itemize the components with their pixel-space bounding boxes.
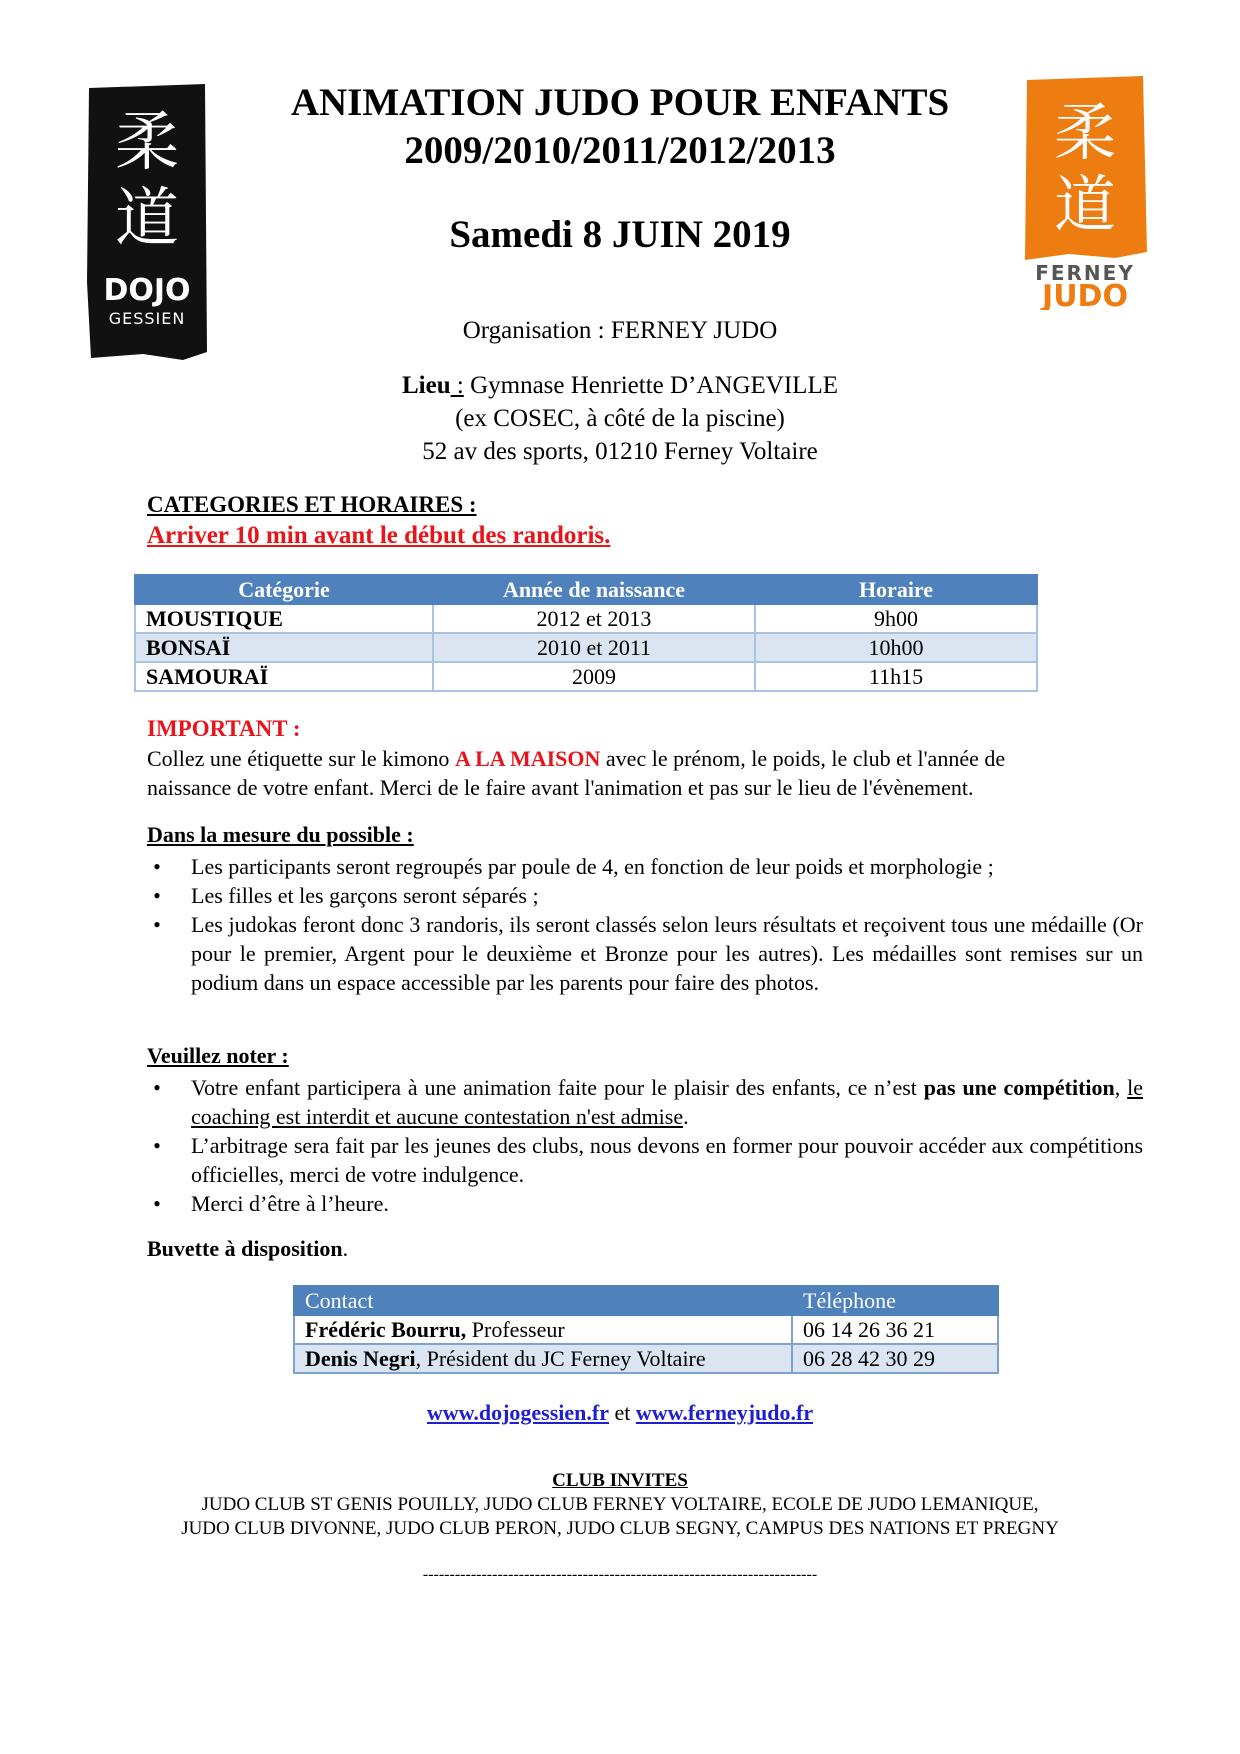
logo-judo-text: JUDO bbox=[1042, 279, 1128, 310]
column-header: Téléphone bbox=[792, 1286, 998, 1315]
categories-table bbox=[134, 574, 1038, 692]
logo-kanji-1: 柔 bbox=[115, 106, 179, 180]
bullet-icon: • bbox=[153, 1191, 161, 1216]
list-item-text: Les filles et les garçons seront séparés ; bbox=[191, 883, 539, 908]
important-emphasis: A LA MAISON bbox=[454, 746, 601, 771]
list-item bbox=[147, 852, 1143, 881]
links-separator: et bbox=[609, 1400, 636, 1425]
refreshments-note bbox=[147, 1236, 348, 1262]
column-header: Contact bbox=[294, 1286, 792, 1315]
column-header: Catégorie bbox=[135, 575, 433, 604]
logo-kanji-1: 柔 bbox=[1053, 96, 1117, 169]
possible-heading: Dans la mesure du possible : bbox=[147, 822, 414, 847]
category-cell: SAMOURAÏ bbox=[135, 662, 433, 691]
venue-name: Gymnase Henriette D’ANGEVILLE bbox=[463, 372, 838, 399]
event-date: Samedi 8 JUIN 2019 bbox=[449, 213, 791, 256]
invited-clubs-line-1: JUDO CLUB ST GENIS POUILLY, JUDO CLUB FERNEY VOLTAIRE, ECOLE DE JUDO LEMANIQUE, bbox=[201, 1494, 1039, 1515]
table-row bbox=[294, 1344, 998, 1373]
venue-sep: : bbox=[450, 372, 464, 399]
important-text-2: avec le prénom, le poids, le club et l'année de bbox=[600, 746, 1006, 771]
bullet-icon: • bbox=[153, 1075, 161, 1100]
dashed-divider: -------------------------------------------------------------------------- bbox=[422, 1566, 818, 1583]
important-heading: IMPORTANT : bbox=[147, 716, 301, 741]
table-row bbox=[294, 1315, 998, 1344]
notes-heading: Veuillez noter : bbox=[147, 1043, 289, 1068]
bullet-icon: • bbox=[153, 854, 161, 879]
list-item-text: Merci d’être à l’heure. bbox=[191, 1191, 389, 1216]
phone-cell: 06 14 26 36 21 bbox=[792, 1315, 998, 1344]
logo-ferney-text: FERNEY bbox=[1035, 261, 1135, 285]
venue-line-2: (ex COSEC, à côté de la piscine) bbox=[455, 405, 785, 432]
organisation: Organisation : FERNEY JUDO bbox=[462, 317, 778, 344]
arrival-text: Arriver 10 min avant le début des randoris bbox=[147, 522, 605, 549]
note-text-1a: Votre enfant participera à une animation faite pour le plaisir des enfants, ce n’est bbox=[191, 1075, 924, 1100]
list-item bbox=[147, 1073, 1143, 1131]
important-line-2: naissance de votre enfant. Merci de le faire avant l'animation et pas sur le lieu de l'évènement. bbox=[147, 775, 974, 800]
contact-name: Denis Negri bbox=[305, 1345, 416, 1371]
refreshments-end: . bbox=[342, 1236, 349, 1261]
category-cell: MOUSTIQUE bbox=[135, 604, 433, 633]
ferney-judo-link[interactable]: www.ferneyjudo.fr bbox=[635, 1400, 814, 1425]
categories-heading: CATEGORIES ET HORAIRES : bbox=[147, 492, 477, 517]
bullet-icon: • bbox=[153, 883, 161, 908]
contact-name: Frédéric Bourru, bbox=[305, 1316, 467, 1342]
birth-year-cell: 2010 et 2011 bbox=[433, 633, 755, 662]
venue-label: Lieu bbox=[401, 372, 451, 399]
contact-cell bbox=[294, 1315, 792, 1344]
contact-table bbox=[293, 1285, 999, 1374]
refreshments-text: Buvette à disposition bbox=[147, 1236, 343, 1261]
time-cell: 10h00 bbox=[755, 633, 1037, 662]
column-header: Horaire bbox=[755, 575, 1037, 604]
logo-kanji-2: 道 bbox=[115, 182, 179, 256]
note-text-1c: , bbox=[1114, 1075, 1128, 1100]
contact-cell bbox=[294, 1344, 792, 1373]
possible-list bbox=[147, 852, 1143, 997]
important-text bbox=[147, 744, 1147, 802]
website-links bbox=[190, 1400, 1050, 1426]
table-row bbox=[135, 604, 1037, 633]
note-emphasis: pas une compétition bbox=[923, 1075, 1115, 1100]
contact-role: , Président du JC Ferney Voltaire bbox=[415, 1345, 706, 1371]
logo-kanji-2: 道 bbox=[1053, 168, 1117, 241]
years-subtitle: 2009/2010/2011/2012/2013 bbox=[404, 129, 836, 172]
bullet-icon: • bbox=[153, 912, 161, 937]
important-text-1: Collez une étiquette sur le kimono bbox=[147, 746, 455, 771]
page-title: ANIMATION JUDO POUR ENFANTS bbox=[290, 81, 950, 124]
notes-list bbox=[147, 1073, 1143, 1218]
note-text-1e: . bbox=[683, 1104, 689, 1129]
list-item bbox=[147, 881, 1143, 910]
contact-role: Professeur bbox=[466, 1316, 565, 1342]
table-row bbox=[135, 633, 1037, 662]
time-cell: 11h15 bbox=[755, 662, 1037, 691]
invited-clubs-line-2: JUDO CLUB DIVONNE, JUDO CLUB PERON, JUDO CLUB SEGNY, CAMPUS DES NATIONS ET PREGNY bbox=[181, 1518, 1059, 1539]
logo-gessien-text: GESSIEN bbox=[108, 309, 186, 328]
list-item-text: Les participants seront regroupés par poule de 4, en fonction de leur poids et morphologie ; bbox=[191, 854, 994, 879]
birth-year-cell: 2012 et 2013 bbox=[433, 604, 755, 633]
arrival-notice bbox=[147, 522, 610, 550]
invited-clubs-heading: CLUB INVITES bbox=[552, 1470, 688, 1491]
logo-dojo-text: DOJO bbox=[103, 273, 191, 308]
list-item bbox=[147, 1189, 1143, 1218]
note-underlined: le coaching est interdit et aucune contestation n'est admise bbox=[191, 1075, 1144, 1129]
phone-cell: 06 28 42 30 29 bbox=[792, 1344, 998, 1373]
column-header: Année de naissance bbox=[433, 575, 755, 604]
list-item-text: Les judokas feront donc 3 randoris, ils seront classés selon leurs résultats et reçoivent tous une médaille (Or pour le premier, Argent pour le deuxième et Bronze pour les autres). Les médailles sont remises sur un podium dans un espace accessible par les parents pour faire des photos. bbox=[191, 912, 1143, 995]
time-cell: 9h00 bbox=[755, 604, 1037, 633]
bullet-icon: • bbox=[153, 1133, 161, 1158]
venue-line-1 bbox=[190, 372, 1050, 400]
category-cell: BONSAÏ bbox=[135, 633, 433, 662]
list-item bbox=[147, 1131, 1143, 1189]
table-header-row bbox=[294, 1286, 998, 1315]
list-item bbox=[147, 910, 1143, 997]
venue-address: 52 av des sports, 01210 Ferney Voltaire bbox=[422, 438, 818, 465]
important-line-1 bbox=[147, 744, 1147, 773]
arrival-end: . bbox=[604, 522, 611, 549]
birth-year-cell: 2009 bbox=[433, 662, 755, 691]
table-row bbox=[135, 662, 1037, 691]
list-item-text: L’arbitrage sera fait par les jeunes des clubs, nous devons en former pour pouvoir accéder aux compétitions officielles, merci de votre indulgence. bbox=[191, 1133, 1143, 1187]
table-header-row bbox=[135, 575, 1037, 604]
dojo-gessien-link[interactable]: www.dojogessien.fr bbox=[426, 1400, 609, 1425]
